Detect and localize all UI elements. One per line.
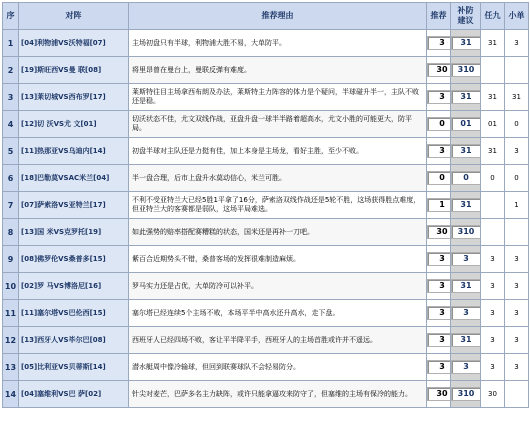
recommend-box: 0	[427, 117, 451, 131]
recommend-box: 3	[427, 252, 451, 266]
r9-value: 31	[488, 93, 497, 101]
row-extra	[451, 327, 481, 354]
row-match: [13]莱切城VS西布罗[17]	[19, 84, 129, 111]
extra-box: 31	[451, 90, 481, 104]
table-row	[3, 165, 529, 192]
r9-value: 01	[488, 120, 497, 128]
row-extra	[451, 111, 481, 138]
row-recommend	[427, 327, 451, 354]
extra-box: 3	[451, 306, 481, 320]
row-recommend	[427, 246, 451, 273]
row-r9	[481, 138, 505, 165]
row-r9	[481, 246, 505, 273]
single-value: 3	[514, 309, 519, 317]
r9-value: 30	[488, 390, 497, 398]
table-row	[3, 138, 529, 165]
single-value: 3	[514, 147, 519, 155]
row-reason: 将里昂曾在曼台上，曼联反弹有难度。	[129, 57, 427, 84]
row-single	[505, 84, 529, 111]
header-single: 小单	[505, 3, 529, 30]
extra-box: 3	[451, 360, 481, 374]
extra-box: 31	[451, 36, 481, 50]
header-extra	[451, 3, 481, 30]
row-r9	[481, 165, 505, 192]
row-recommend	[427, 111, 451, 138]
row-match: [08]佛罗伦VS桑普多[15]	[19, 246, 129, 273]
row-reason: 初盘半球对主队还是力挺有佳，加上本身是主场龙，看好主胜，至少不败。	[129, 138, 427, 165]
row-index: 4	[3, 111, 19, 138]
row-recommend	[427, 165, 451, 192]
row-index: 5	[3, 138, 19, 165]
r9-value: 31	[488, 147, 497, 155]
extra-box: 310	[451, 387, 481, 401]
table-row	[3, 354, 529, 381]
extra-box: 31	[451, 279, 481, 293]
row-index: 7	[3, 192, 19, 219]
row-extra	[451, 300, 481, 327]
row-index: 14	[3, 381, 19, 408]
r9-value: 3	[490, 363, 495, 371]
extra-box: 310	[451, 63, 481, 77]
row-reason: 莱斯特往目主场拿西布朗及办法，莱斯特主力阵容的体力是个疑问，半球碰升半一，主队不败还是稳。	[129, 84, 427, 111]
row-single	[505, 246, 529, 273]
recommendation-table	[2, 2, 529, 408]
row-single	[505, 138, 529, 165]
single-value: 3	[514, 39, 519, 47]
row-single	[505, 165, 529, 192]
row-match: [13]西牙人VS毕尔巴[08]	[19, 327, 129, 354]
extra-box: 01	[451, 117, 481, 131]
table-row	[3, 219, 529, 246]
row-recommend	[427, 354, 451, 381]
extra-box: 31	[451, 198, 481, 212]
row-index: 3	[3, 84, 19, 111]
row-extra	[451, 354, 481, 381]
row-match: [02]罗 马VS博洛尼[16]	[19, 273, 129, 300]
row-single	[505, 381, 529, 408]
single-value: 31	[512, 93, 521, 101]
row-single	[505, 192, 529, 219]
table-row	[3, 327, 529, 354]
row-match: [05]比利亚VS贝蒂斯[14]	[19, 354, 129, 381]
table-row	[3, 273, 529, 300]
row-r9	[481, 84, 505, 111]
table-row	[3, 84, 529, 111]
recommend-box: 3	[427, 306, 451, 320]
row-r9	[481, 327, 505, 354]
row-match: [13]国 米VS克罗托[19]	[19, 219, 129, 246]
row-r9	[481, 381, 505, 408]
row-extra	[451, 273, 481, 300]
header-reason: 推荐理由	[129, 3, 427, 30]
row-single	[505, 111, 529, 138]
extra-box: 310	[451, 225, 481, 239]
recommend-box: 30	[427, 63, 451, 77]
row-r9	[481, 300, 505, 327]
single-value: 3	[514, 363, 519, 371]
row-single	[505, 273, 529, 300]
row-match: [11]塞尔塔VS巴伦西[15]	[19, 300, 129, 327]
table-row	[3, 300, 529, 327]
single-value: 3	[514, 255, 519, 263]
table-row	[3, 381, 529, 408]
table-row	[3, 57, 529, 84]
row-extra	[451, 57, 481, 84]
row-recommend	[427, 273, 451, 300]
row-index: 1	[3, 30, 19, 57]
recommendation-table-container	[2, 2, 528, 408]
row-single	[505, 354, 529, 381]
header-index: 序	[3, 3, 19, 30]
row-extra	[451, 381, 481, 408]
row-single	[505, 219, 529, 246]
r9-value: 31	[488, 39, 497, 47]
row-reason: 主场初盘只有半球，利物浦大胜不易，大单防平。	[129, 30, 427, 57]
row-index: 10	[3, 273, 19, 300]
header-recommend: 推荐	[427, 3, 451, 30]
row-index: 13	[3, 354, 19, 381]
header-r9: 任九	[481, 3, 505, 30]
row-index: 2	[3, 57, 19, 84]
extra-box: 31	[451, 144, 481, 158]
recommend-box: 30	[427, 387, 451, 401]
row-index: 12	[3, 327, 19, 354]
row-extra	[451, 30, 481, 57]
single-value: 0	[514, 174, 519, 182]
row-r9	[481, 57, 505, 84]
row-reason: 如此强势的赔率搭配赛糟糕的状态，国米还是再补一刀吧。	[129, 219, 427, 246]
recommend-box: 3	[427, 36, 451, 50]
row-match: [04]塞维利VS巴 萨[02]	[19, 381, 129, 408]
row-extra	[451, 246, 481, 273]
r9-value: 3	[490, 309, 495, 317]
header-row	[3, 3, 529, 30]
recommend-box: 3	[427, 90, 451, 104]
recommend-box: 0	[427, 171, 451, 185]
r9-value: 3	[490, 255, 495, 263]
header-match: 对阵	[19, 3, 129, 30]
recommend-box: 30	[427, 225, 451, 239]
row-reason: 紫百合近期势头不错，桑普客场的发挥很难制造麻烦。	[129, 246, 427, 273]
row-match: [11]热那亚VS乌迪内[14]	[19, 138, 129, 165]
extra-box: 3	[451, 252, 481, 266]
row-extra	[451, 192, 481, 219]
row-recommend	[427, 138, 451, 165]
recommend-box: 3	[427, 360, 451, 374]
table-row	[3, 30, 529, 57]
row-reason: 塞尔塔已经连续5个主场不败，本场平半中高水还升高水，走下盘。	[129, 300, 427, 327]
single-value: 0	[514, 120, 519, 128]
row-recommend	[427, 57, 451, 84]
row-r9	[481, 30, 505, 57]
table-row	[3, 111, 529, 138]
row-extra	[451, 165, 481, 192]
row-match: [19]斯旺西VS曼 联[08]	[19, 57, 129, 84]
row-r9	[481, 273, 505, 300]
row-single	[505, 327, 529, 354]
row-r9	[481, 354, 505, 381]
single-value: 3	[514, 336, 519, 344]
row-extra	[451, 219, 481, 246]
recommend-box: 3	[427, 279, 451, 293]
row-match: [04]利物浦VS沃特福[07]	[19, 30, 129, 57]
row-single	[505, 300, 529, 327]
row-extra	[451, 138, 481, 165]
row-recommend	[427, 84, 451, 111]
table-row	[3, 246, 529, 273]
row-recommend	[427, 30, 451, 57]
row-r9	[481, 111, 505, 138]
row-reason: 切沃状态不佳，尤文双线作战，亚盘升盘一球半半路着超高水，尤文小胜的可能更大，防平局。	[129, 111, 427, 138]
row-single	[505, 30, 529, 57]
row-recommend	[427, 300, 451, 327]
row-r9	[481, 192, 505, 219]
table-body	[3, 30, 529, 408]
row-reason: 西班牙人已经四场不败，客让平半降平手，西班牙人的主场首胜或许并不遥远。	[129, 327, 427, 354]
row-index: 11	[3, 300, 19, 327]
row-single	[505, 57, 529, 84]
row-reason: 潜水艇周中像冷输球，但回到联赛球队不会轻易防分。	[129, 354, 427, 381]
row-match: [18]巴勒莫VSAC米兰[04]	[19, 165, 129, 192]
row-reason: 针尖对麦芒，巴萨多名主力缺阵，或许只能拿逼攻来防守了，但塞维的主场有保冷的能力。	[129, 381, 427, 408]
single-value: 1	[514, 201, 519, 209]
r9-value: 3	[490, 336, 495, 344]
table-row	[3, 192, 529, 219]
row-recommend	[427, 381, 451, 408]
row-extra	[451, 84, 481, 111]
row-index: 6	[3, 165, 19, 192]
recommend-box: 3	[427, 144, 451, 158]
row-reason: 罗马实力还是占优，大单防冷可以补平。	[129, 273, 427, 300]
row-reason: 不利不受亚特兰大已经5胜1平拿了16分，萨索洛双线作战还是5轮不胜，这场获得胜点难度，但亚特兰大的客赛都是弱队，这场平局难选。	[129, 192, 427, 219]
r9-value: 3	[490, 282, 495, 290]
recommend-box: 1	[427, 198, 451, 212]
single-value: 3	[514, 282, 519, 290]
row-match: [12]切 沃VS尤 文[01]	[19, 111, 129, 138]
row-index: 9	[3, 246, 19, 273]
row-reason: 半一盘合理，后市上盘升水莫动信心，米兰可胜。	[129, 165, 427, 192]
r9-value: 0	[490, 174, 495, 182]
row-index: 8	[3, 219, 19, 246]
row-match: [07]萨索洛VS亚特兰[17]	[19, 192, 129, 219]
extra-box: 31	[451, 333, 481, 347]
row-r9	[481, 219, 505, 246]
header-extra-label: 补防 建议	[457, 6, 474, 25]
row-recommend	[427, 219, 451, 246]
extra-box: 0	[451, 171, 481, 185]
recommend-box: 3	[427, 333, 451, 347]
row-recommend	[427, 192, 451, 219]
